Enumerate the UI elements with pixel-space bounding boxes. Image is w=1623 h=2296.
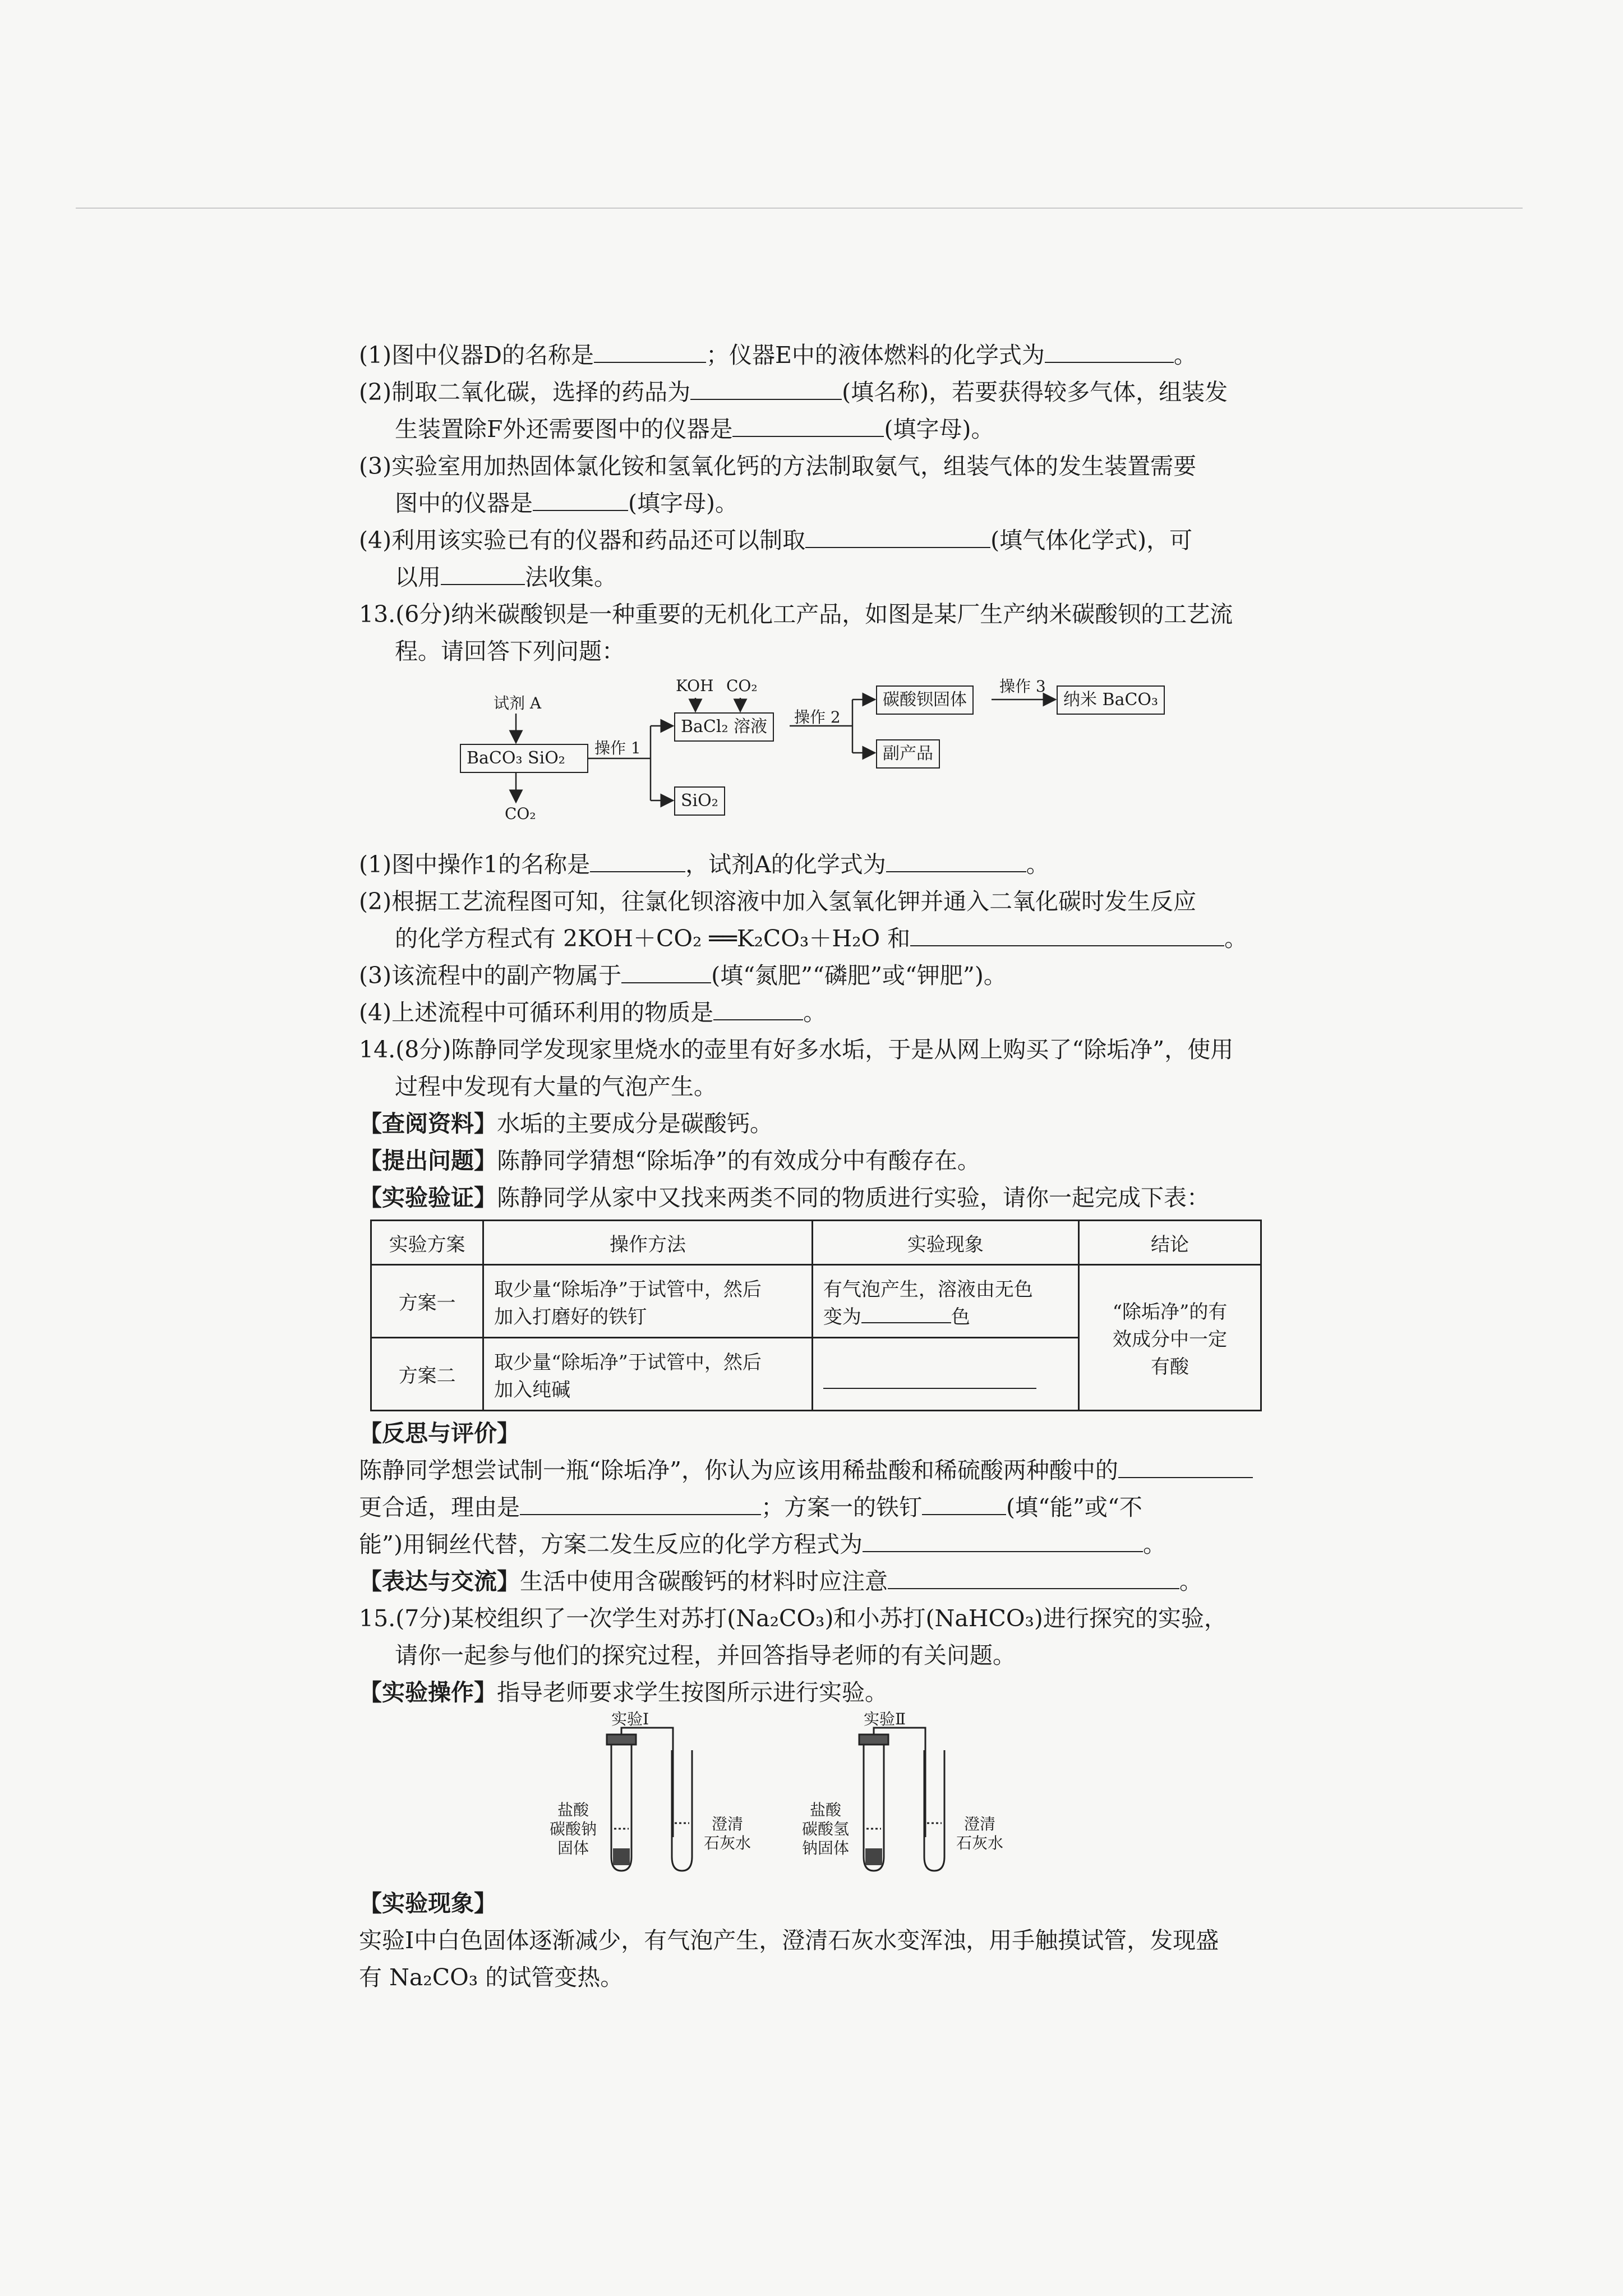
q14-reference xyxy=(359,1105,1290,1142)
header-conclusion: 结论 xyxy=(1078,1221,1261,1265)
q14-reflection-line-2 xyxy=(359,1489,1290,1526)
q12-1-text-c: 。 xyxy=(1173,342,1197,369)
q12-1-text-b: ；仪器E中的液体燃料的化学式为 xyxy=(706,342,1045,369)
q14-reflection-line-1 xyxy=(359,1452,1290,1489)
exp1-sodium-carbonate-label: 碳酸钠 xyxy=(550,1820,597,1838)
q12-2-text-b: (填名称)，若要获得较多气体，组装发 xyxy=(842,379,1228,406)
q13-3-blank[interactable] xyxy=(621,960,711,983)
flow-koh-label: KOH xyxy=(676,677,714,695)
q12-4-text-c: 以用 xyxy=(395,564,441,591)
table-row xyxy=(371,1265,1261,1338)
q12-2-blank-instrument[interactable] xyxy=(732,413,884,437)
q13-4-text-a: (4)上述流程中可循环利用的物质是 xyxy=(359,999,714,1026)
q15-operation xyxy=(359,1674,1290,1711)
exam-page xyxy=(359,337,1290,1996)
q12-1-text-a: (1)图中仪器D的名称是 xyxy=(359,342,594,369)
q12-3-text-b: 图中的仪器是 xyxy=(395,490,533,517)
q13-sub-2b xyxy=(359,920,1290,957)
q14-expression-text: 生活中使用含碳酸钙的材料时应注意 xyxy=(520,1568,888,1595)
q14-reference-tag: 【查阅资料】 xyxy=(359,1110,497,1137)
flow-reagent-a-label: 试剂 A xyxy=(494,694,542,712)
q13-2-text-c: 。 xyxy=(1224,925,1248,952)
q12-2-text-a: (2)制取二氧化碳，选择的药品为 xyxy=(359,379,691,406)
q14-expression-end: 。 xyxy=(1179,1568,1202,1595)
conclusion-line-3: 有酸 xyxy=(1150,1356,1189,1378)
q13-sub-2a xyxy=(359,883,1290,920)
q14-stem-2: 过程中发现有大量的气泡产生。 xyxy=(395,1073,717,1100)
flow-co2-in-label: CO₂ xyxy=(726,677,758,695)
plan-1-phenomenon-cell xyxy=(812,1265,1078,1338)
plan-1-color-blank[interactable] xyxy=(861,1304,951,1323)
q15-phenomenon-text-2: 有 Na₂CO₃ 的试管变热。 xyxy=(359,1964,624,1991)
header-method: 操作方法 xyxy=(483,1221,813,1265)
q13-line-1 xyxy=(359,596,1290,633)
q12-line-6 xyxy=(359,522,1290,559)
q13-4-blank[interactable] xyxy=(713,997,803,1020)
conclusion-line-1: “除垢净”的有 xyxy=(1112,1301,1228,1323)
q13-3-text-a: (3)该流程中的副产物属于 xyxy=(359,962,622,989)
exp2-hydrochloric-acid-label: 盐酸 xyxy=(810,1801,842,1819)
q14-reflection-text-3b: 。 xyxy=(1142,1531,1166,1558)
plan-1-method-cell xyxy=(483,1265,813,1338)
experiment-2-label: 实验Ⅱ xyxy=(864,1710,906,1728)
q14-verify-text: 陈静同学从家中又找来两类不同的物质进行实验，请你一起完成下表： xyxy=(497,1184,1210,1211)
q13-3-text-b: (填“氮肥”“磷肥”或“钾肥”)。 xyxy=(711,962,1007,989)
exp1-clear-label: 澄清 xyxy=(712,1815,744,1833)
experiment-2-left-labels xyxy=(802,1801,849,1858)
plan-1-phenomenon-text-b: 变为 xyxy=(823,1305,861,1328)
conclusion-line-2: 效成分中一定 xyxy=(1112,1328,1227,1351)
plan-2-phenomenon-cell[interactable] xyxy=(812,1338,1078,1411)
q13-line-2 xyxy=(359,633,1290,670)
q14-reflection-text-2b: ；方案一的铁钉 xyxy=(761,1494,922,1521)
exp1-hydrochloric-acid-label: 盐酸 xyxy=(557,1801,589,1819)
q14-expression-line xyxy=(359,1563,1290,1600)
experiment-apparatus-diagram xyxy=(527,1710,1088,1885)
q13-sub-4 xyxy=(359,994,1290,1031)
q14-question-tag: 【提出问题】 xyxy=(359,1147,497,1174)
q12-4-blank-method[interactable] xyxy=(441,562,525,585)
q13-sub-3 xyxy=(359,957,1290,994)
q14-stem-1: 14.(8分)陈静同学发现家里烧水的壶里有好多水垢，于是从网上购买了“除垢净”，使用 xyxy=(359,1036,1234,1063)
plan-2-cell: 方案二 xyxy=(371,1338,483,1411)
flow-nano-baco3-box: 纳米 BaCO₃ xyxy=(1057,685,1165,715)
q13-1-text-c: 。 xyxy=(1026,851,1049,878)
flow-bacl2-solution-box: BaCl₂ 溶液 xyxy=(674,712,774,742)
q13-1-blank-formula[interactable] xyxy=(886,849,1026,872)
q12-line-1 xyxy=(359,337,1290,374)
q13-2-text-a: (2)根据工艺流程图可知，往氯化钡溶液中加入氢氧化钾并通入二氧化碳时发生反应 xyxy=(359,888,1197,915)
q15-stem-2: 请你一起参与他们的探究过程，并回答指导老师的有关问题。 xyxy=(395,1642,1016,1669)
plan-2-phenomenon-blank[interactable] xyxy=(823,1354,1036,1389)
q12-3-blank[interactable] xyxy=(533,487,628,511)
q14-expression-tag: 【表达与交流】 xyxy=(359,1568,520,1595)
plan-1-phenomenon-text-c: 色 xyxy=(951,1305,970,1328)
plan-2-method-line-2: 加入纯碱 xyxy=(494,1378,571,1401)
q14-question-text: 陈静同学猜想“除垢净”的有效成分中有酸存在。 xyxy=(497,1147,980,1174)
q14-reflection-text-3a: 能”)用铜丝代替，方案二发生反应的化学方程式为 xyxy=(359,1531,863,1558)
q15-operation-tag: 【实验操作】 xyxy=(359,1679,497,1706)
q14-equation-blank[interactable] xyxy=(863,1529,1143,1552)
q12-4-text-d: 法收集。 xyxy=(525,564,617,591)
flow-operation-1-label: 操作 1 xyxy=(594,739,641,757)
exp2-solid-label: 钠固体 xyxy=(802,1839,850,1857)
q12-2-text-d: (填字母)。 xyxy=(884,416,994,443)
q14-reference-text: 水垢的主要成分是碳酸钙。 xyxy=(497,1110,773,1137)
q14-expression-blank[interactable] xyxy=(888,1566,1179,1589)
flow-operation-2-label: 操作 2 xyxy=(794,708,841,726)
header-phenomenon: 实验现象 xyxy=(812,1221,1078,1265)
q12-line-5 xyxy=(359,485,1290,522)
q12-4-text-b: (填气体化学式)，可 xyxy=(990,527,1193,554)
q15-phenomenon-tag: 【实验现象】 xyxy=(359,1890,497,1917)
q13-sub-1 xyxy=(359,846,1290,883)
q14-question xyxy=(359,1142,1290,1179)
conclusion-cell xyxy=(1078,1265,1261,1411)
q13-1-text-b: ，试剂A的化学式为 xyxy=(685,851,886,878)
flow-operation-3-label: 操作 3 xyxy=(999,677,1046,696)
plan-2-method-line-1: 取少量“除垢净”于试管中，然后 xyxy=(494,1351,762,1374)
exp1-solid-label: 固体 xyxy=(557,1839,589,1857)
q13-stem-2: 程。请回答下列问题： xyxy=(395,638,625,665)
q15-phenomenon-line-2 xyxy=(359,1959,1290,1996)
table-header-row xyxy=(371,1221,1261,1265)
plan-1-method-line-1: 取少量“除垢净”于试管中，然后 xyxy=(494,1278,762,1301)
q14-reason-blank[interactable] xyxy=(520,1492,761,1515)
q12-2-blank-drug[interactable] xyxy=(690,376,842,400)
q12-1-blank-e[interactable] xyxy=(1045,339,1174,363)
q12-3-text-a: (3)实验室用加热固体氯化铵和氢氧化钙的方法制取氨气，组装气体的发生装置需要 xyxy=(359,453,1197,480)
plan-1-cell: 方案一 xyxy=(371,1265,483,1338)
process-flow-diagram xyxy=(460,674,1245,843)
q13-1-blank-operation[interactable] xyxy=(590,849,685,872)
experiment-1-label: 实验Ⅰ xyxy=(611,1710,649,1728)
exp2-clear-label: 澄清 xyxy=(964,1815,996,1833)
q14-reflection-tag-line xyxy=(359,1415,1290,1452)
q15-line-1 xyxy=(359,1600,1290,1637)
q15-stem-1: 15.(7分)某校组织了一次学生对苏打(Na₂CO₃)和小苏打(NaHCO₃)进行探究的实验， xyxy=(359,1605,1227,1632)
q14-acid-choice-blank[interactable] xyxy=(1118,1455,1253,1478)
q12-line-2 xyxy=(359,374,1290,411)
q14-reflection-text-2a: 更合适，理由是 xyxy=(359,1494,520,1521)
q14-reflection-text-1: 陈静同学想尝试制一瓶“除垢净”，你认为应该用稀盐酸和稀硫酸两种酸中的 xyxy=(359,1457,1118,1484)
q15-phenomenon-tag-line xyxy=(359,1885,1290,1922)
q14-verify xyxy=(359,1179,1290,1216)
plan-1-phenomenon-line-1: 有气泡产生，溶液由无色 xyxy=(823,1278,1033,1301)
flow-raw-material-box: BaCO₃ SiO₂ xyxy=(460,744,588,773)
experiment-table xyxy=(370,1220,1262,1411)
q12-line-3 xyxy=(359,411,1290,448)
q15-phenomenon-line-1 xyxy=(359,1922,1290,1959)
exp2-limewater-label: 石灰水 xyxy=(956,1834,1004,1852)
flow-sio2-box: SiO₂ xyxy=(674,786,725,816)
q15-operation-text: 指导老师要求学生按图所示进行实验。 xyxy=(497,1679,888,1706)
q14-reflection-line-3 xyxy=(359,1526,1290,1563)
q12-line-7 xyxy=(359,559,1290,596)
q12-3-text-c: (填字母)。 xyxy=(628,490,738,517)
q14-line-1 xyxy=(359,1031,1290,1068)
q14-reflection-tag: 【反思与评价】 xyxy=(359,1420,520,1447)
q14-line-2 xyxy=(359,1068,1290,1105)
experiment-1-right-labels xyxy=(704,1815,751,1853)
q14-reflection-text-2c: (填“能”或“不 xyxy=(1006,1494,1142,1521)
exp2-sodium-bicarbonate-label: 碳酸氢 xyxy=(802,1820,850,1838)
q14-verify-tag: 【实验验证】 xyxy=(359,1184,497,1211)
header-plan: 实验方案 xyxy=(371,1221,483,1265)
plan-1-method-line-2: 加入打磨好的铁钉 xyxy=(494,1305,647,1328)
q13-1-text-a: (1)图中操作1的名称是 xyxy=(359,851,591,878)
flow-co2-out-label: CO₂ xyxy=(505,804,536,823)
q13-2-text-b: 的化学方程式有 2KOH＋CO₂ ══K₂CO₃＋H₂O 和 xyxy=(395,925,911,952)
experiment-2-right-labels xyxy=(956,1815,1003,1853)
q13-2-blank-equation[interactable] xyxy=(910,923,1224,946)
flow-byproduct-box: 副产品 xyxy=(876,739,940,769)
exp1-limewater-label: 石灰水 xyxy=(704,1834,751,1852)
experiment-1-left-labels xyxy=(550,1801,597,1858)
scan-edge-line xyxy=(76,208,1523,209)
q12-1-blank-d[interactable] xyxy=(594,339,706,363)
q14-iron-nail-blank[interactable] xyxy=(922,1492,1006,1515)
q13-4-text-b: 。 xyxy=(803,999,827,1026)
q12-4-text-a: (4)利用该实验已有的仪器和药品还可以制取 xyxy=(359,527,806,554)
q12-2-text-c: 生装置除F外还需要图中的仪器是 xyxy=(395,416,733,443)
q13-stem-1: 13.(6分)纳米碳酸钡是一种重要的无机化工产品，如图是某厂生产纳米碳酸钡的工艺流 xyxy=(359,601,1233,628)
plan-2-method-cell xyxy=(483,1338,813,1411)
flow-barium-carbonate-solid-box: 碳酸钡固体 xyxy=(876,685,974,715)
q12-4-blank-gas[interactable] xyxy=(805,524,990,548)
q15-line-2 xyxy=(359,1637,1290,1674)
q15-phenomenon-text-1: 实验Ⅰ中白色固体逐渐减少，有气泡产生，澄清石灰水变浑浊，用手触摸试管，发现盛 xyxy=(359,1927,1219,1954)
q12-line-4 xyxy=(359,448,1290,485)
